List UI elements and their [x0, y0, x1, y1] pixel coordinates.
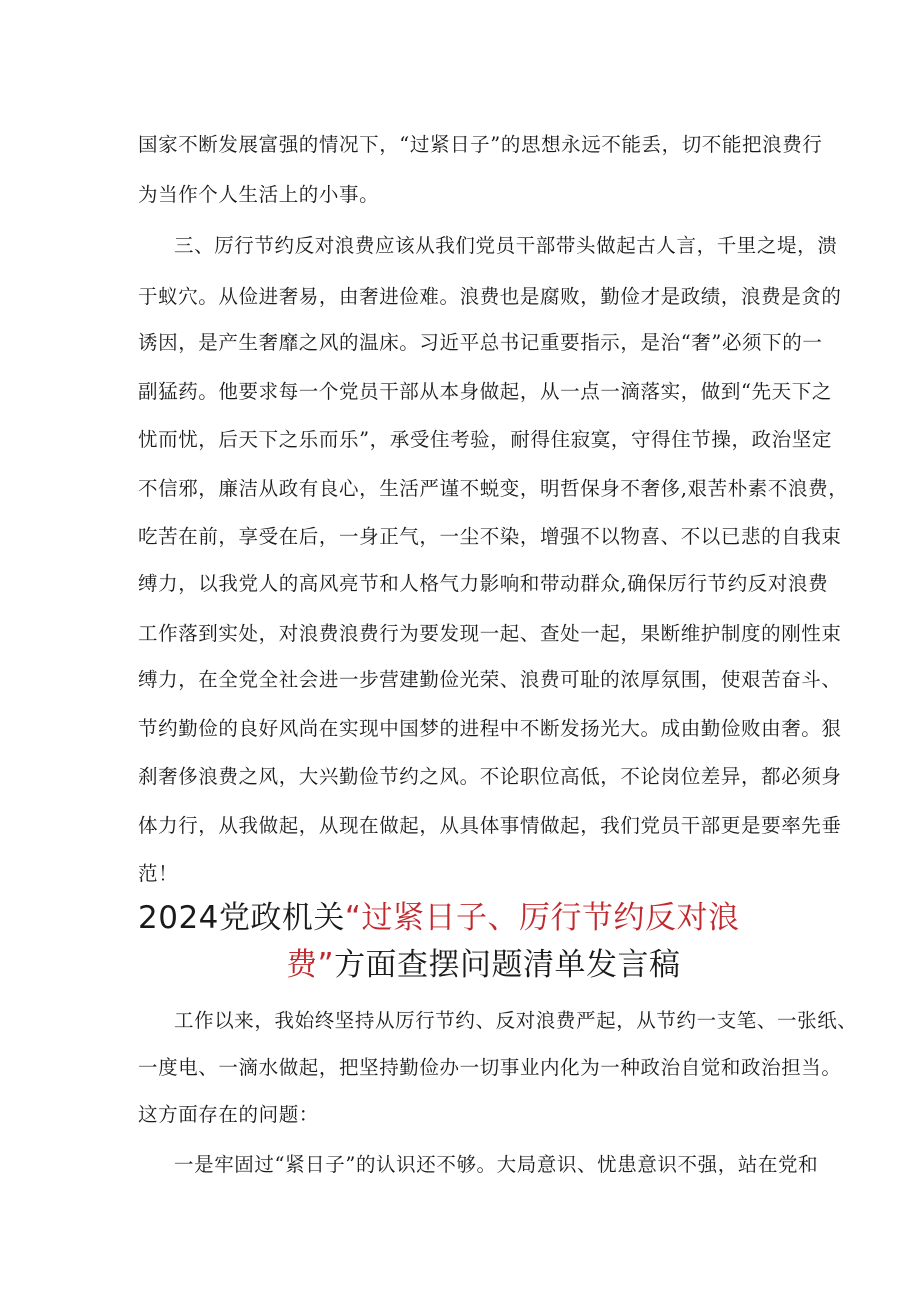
paragraph-line: 体力行，从我做起，从现在做起，从具体事情做起，我们党员干部更是要率先垂 — [138, 814, 842, 837]
paragraph-line: 这方面存在的问题： — [138, 1103, 319, 1126]
document-title-line-1 — [138, 898, 739, 938]
paragraph-line: 工作落到实处，对浪费浪费行为要发现一起、查处一起，果断维护制度的刚性束 — [138, 622, 842, 645]
title-prefix: 2024党政机关 — [138, 900, 345, 936]
paragraph-line: 国家不断发展富强的情况下，“过紧日子”的思想永远不能丢，切不能把浪费行 — [138, 133, 823, 156]
paragraph-line: 忧而忧，后天下之乐而乐”，承受住考验，耐得住寂寞，守得住节操，政治坚定 — [138, 428, 832, 451]
title-suffix: 方面查摆问题清单发言稿 — [334, 947, 681, 983]
paragraph-line: 缚力，以我党人的高风亮节和人格气力影响和带动群众,确保厉行节约反对浪费 — [138, 572, 829, 595]
paragraph-line: 一度电、一滴水做起，把坚持勤俭办一切事业内化为一种政治自觉和政治担当。 — [138, 1056, 842, 1079]
paragraph-line: 节约勤俭的良好风尚在实现中国梦的进程中不断发扬光大。成由勤俭败由奢。狠 — [138, 717, 842, 740]
title-highlight: 费” — [286, 947, 335, 983]
paragraph-line: 不信邪，廉洁从政有良心，生活严谨不蜕变，明哲保身不奢侈,艰苦朴素不浪费， — [138, 477, 849, 500]
paragraph-line: 范！ — [138, 862, 179, 885]
paragraph-line: 吃苦在前，享受在后，一身正气，一尘不染，增强不以物喜、不以已悲的自我束 — [138, 525, 842, 548]
paragraph-line: 一是牢固过“紧日子”的认识还不够。大局意识、忧患意识不强，站在党和 — [174, 1153, 819, 1176]
paragraph-line: 缚力，在全党全社会进一步营建勤俭光荣、浪费可耻的浓厚氛围，使艰苦奋斗、 — [138, 668, 842, 691]
paragraph-line: 三、厉行节约反对浪费应该从我们党员干部带头做起古人言，千里之堤，溃 — [174, 234, 838, 257]
paragraph-line: 副猛药。他要求每一个党员干部从本身做起，从一点一滴落实，做到“先天下之 — [138, 380, 832, 403]
paragraph-line: 于蚁穴。从俭进奢易，由奢进俭难。浪费也是腐败，勤俭才是政绩，浪费是贪的 — [138, 285, 842, 308]
paragraph-line: 为当作个人生活上的小事。 — [138, 183, 380, 206]
paragraph-line: 诱因，是产生奢靡之风的温床。习近平总书记重要指示，是治“奢”必须下的一 — [138, 331, 823, 354]
title-highlight: “过紧日子、厉行节约反对浪 — [344, 900, 740, 936]
paragraph-line: 工作以来，我始终坚持从厉行节约、反对浪费严起，从节约一支笔、一张纸、 — [174, 1009, 858, 1032]
paragraph-line: 刹奢侈浪费之风，大兴勤俭节约之风。不论职位高低，不论岗位差异，都必须身 — [138, 765, 842, 788]
document-title-line-2 — [286, 945, 681, 985]
